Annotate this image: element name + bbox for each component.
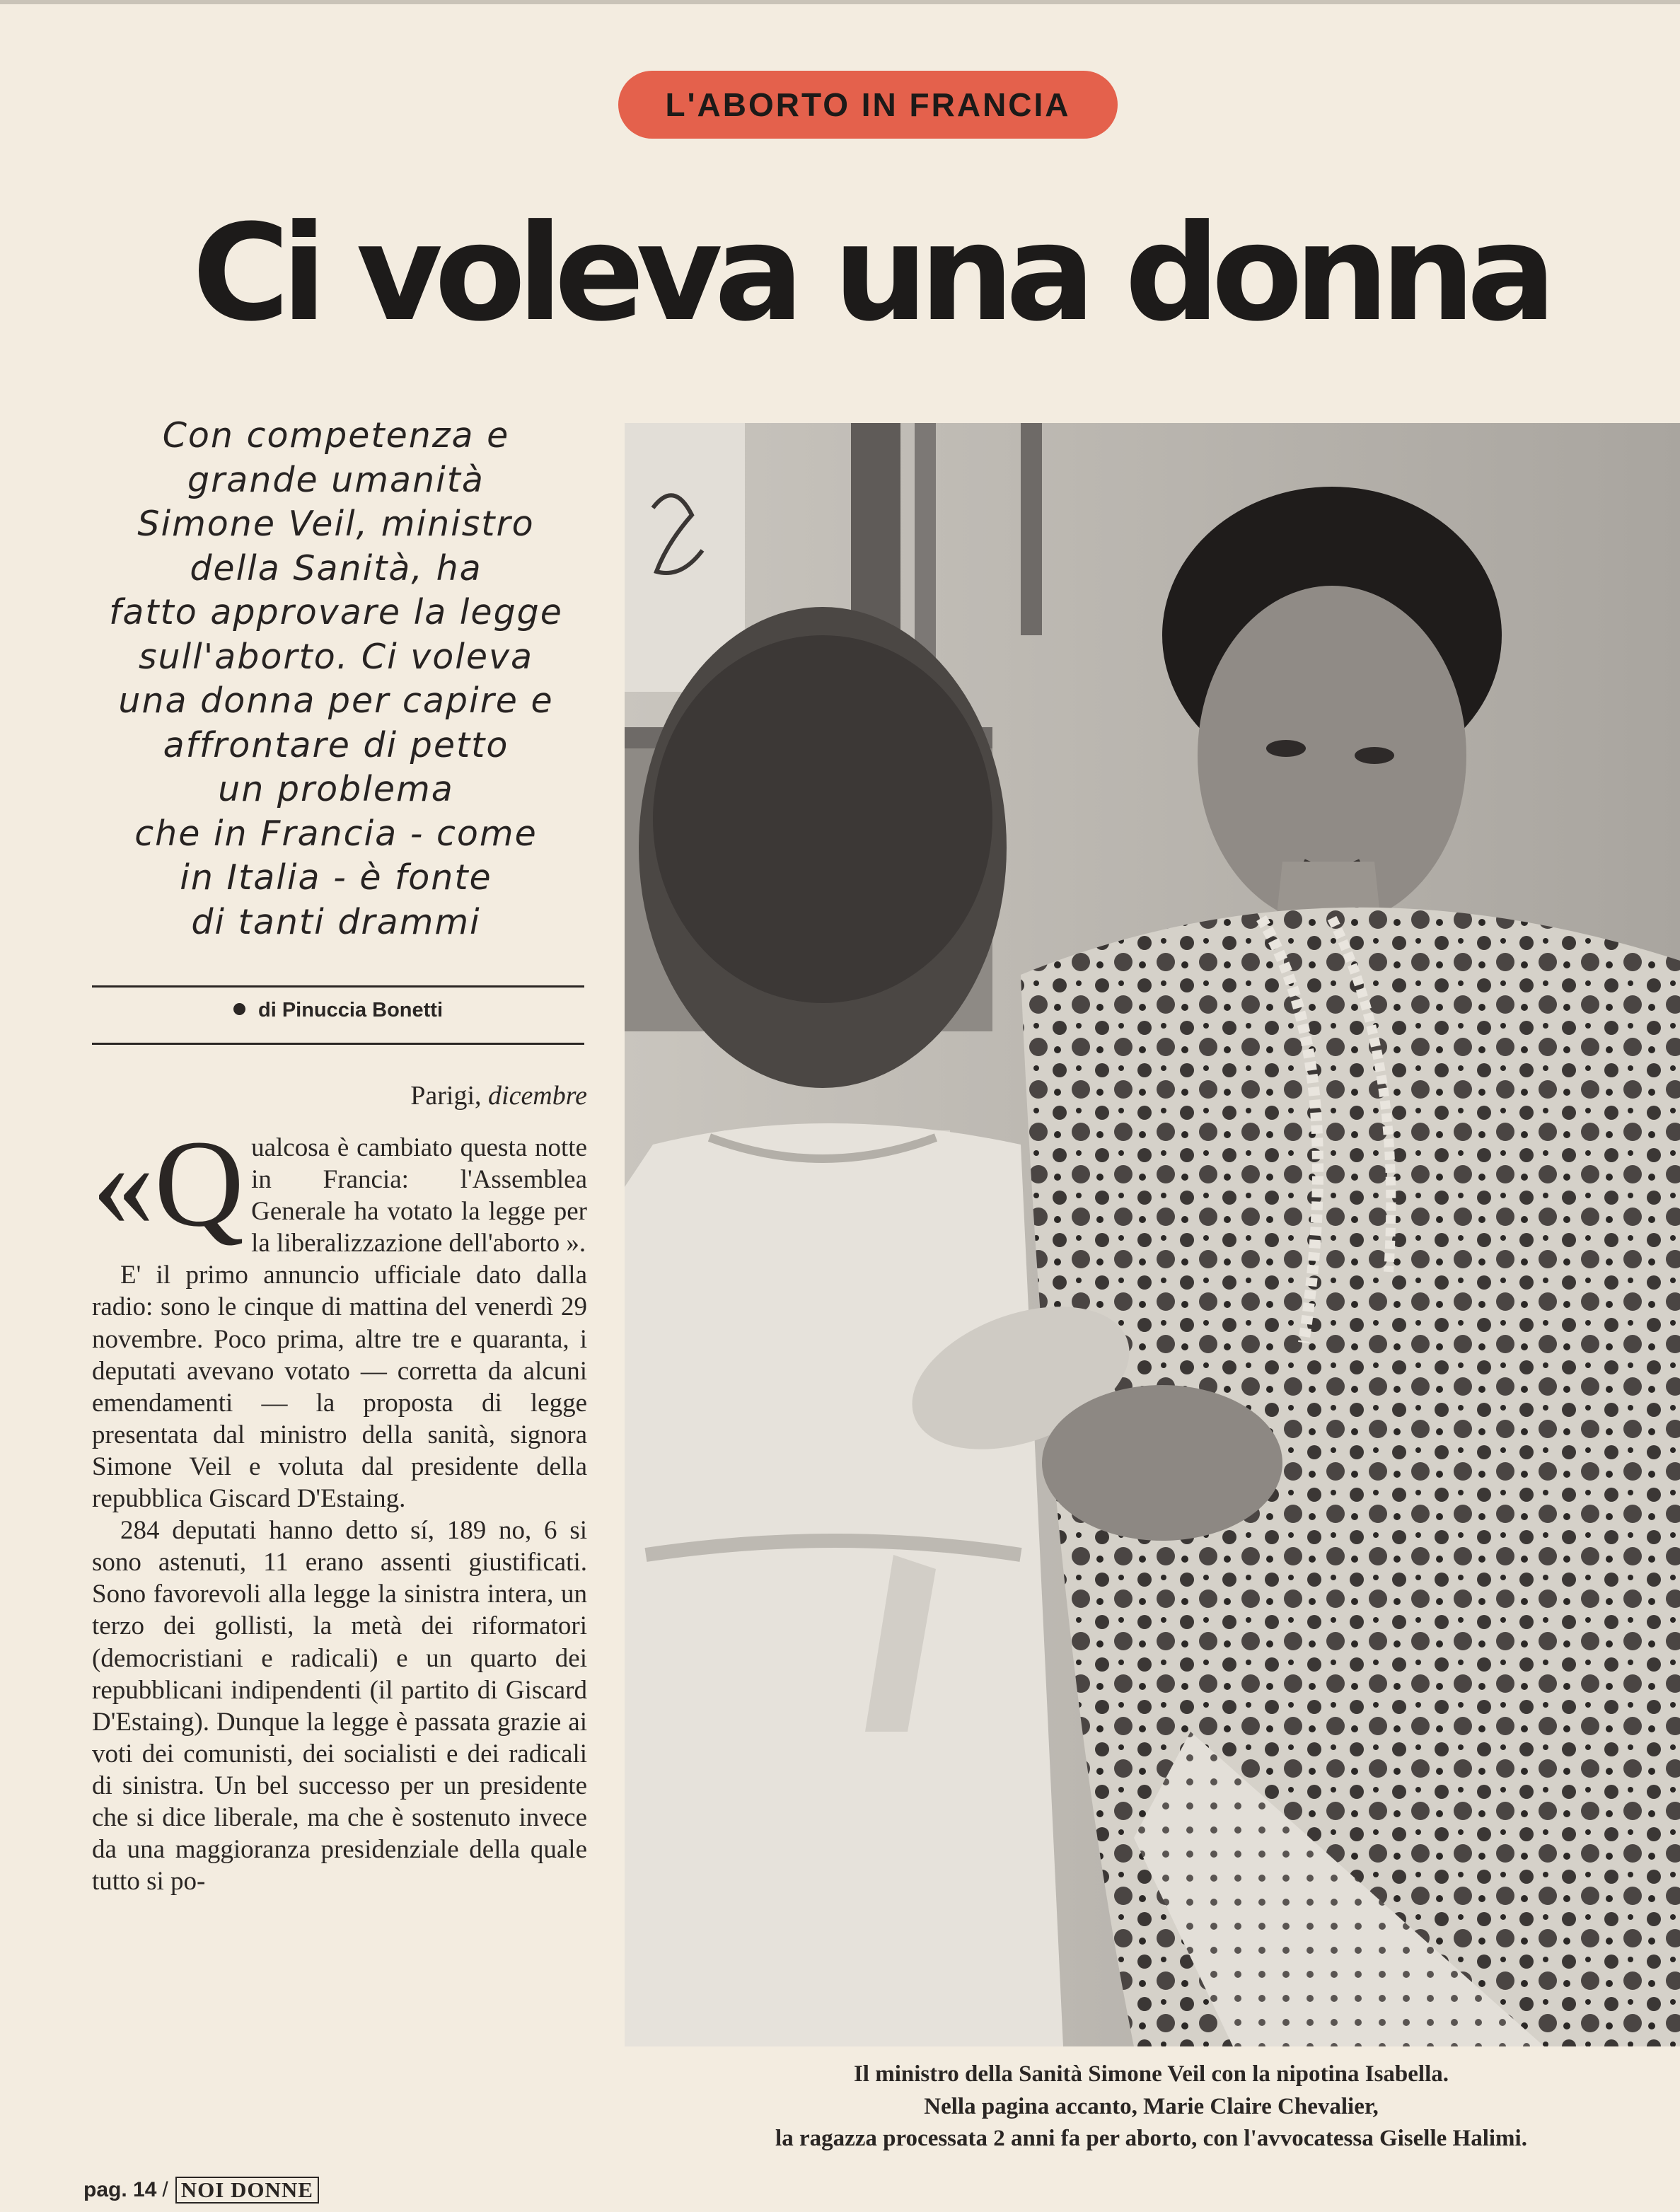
dateline xyxy=(92,1080,587,1111)
page-number: pag. 14 xyxy=(83,2178,157,2201)
article-body xyxy=(92,1115,587,1897)
dateline-city: Parigi, xyxy=(410,1081,482,1111)
drop-cap: «Q xyxy=(92,1115,245,1253)
article-paragraph-text: ualcosa è cambiato questa notte in Francia: l'Assemblea Generale ha votato la legge per la liberalizzazione dell'aborto ». xyxy=(251,1133,587,1258)
top-edge xyxy=(0,0,1680,4)
standfirst-line: un problema xyxy=(218,769,454,809)
photo-caption xyxy=(622,2058,1680,2155)
standfirst-line: di tanti drammi xyxy=(191,901,481,942)
standfirst xyxy=(85,414,587,944)
standfirst-line: sull'aborto. Ci voleva xyxy=(138,636,534,677)
footer-separator: / xyxy=(162,2178,168,2201)
article-paragraph xyxy=(92,1115,587,1259)
article-paragraph: E' il primo annuncio ufficiale dato dalla radio: sono le cinque di mattina del venerdì 29 novembre. Poco prima, altre tre e quaranta, i deputati avevano votato — corretta da alcuni emendamenti — la proposta di legge presentata dal ministro della sanità, signora Simone Veil e voluta dal presidente della repubblica Giscard D'Estaing. xyxy=(92,1261,587,1514)
magazine-name: NOI DONNE xyxy=(175,2177,319,2204)
standfirst-line: una donna per capire e xyxy=(118,681,554,721)
dateline-month: dicembre xyxy=(488,1081,587,1111)
standfirst-line: Simone Veil, ministro xyxy=(137,504,535,544)
caption-line: Il ministro della Sanità Simone Veil con la nipotina Isabella. xyxy=(853,2061,1449,2087)
photo-illustration xyxy=(625,423,1680,2046)
caption-line: Nella pagina accanto, Marie Claire Chevalier, xyxy=(924,2093,1379,2119)
caption-line: la ragazza processata 2 anni fa per aborto, con l'avvocatessa Giselle Halimi. xyxy=(775,2126,1527,2151)
page-footer xyxy=(83,2176,319,2204)
standfirst-line: grande umanità xyxy=(187,459,485,500)
standfirst-line: in Italia - è fonte xyxy=(180,857,492,898)
standfirst-line: della Sanità, ha xyxy=(190,548,482,589)
standfirst-line: Con competenza e xyxy=(162,415,510,456)
standfirst-line: fatto approvare la legge xyxy=(109,592,563,632)
section-tag xyxy=(618,71,1118,139)
section-tag-label: L'ABORTO IN FRANCIA xyxy=(665,86,1071,123)
bullet-icon xyxy=(233,1003,245,1015)
photo-simone-veil-with-granddaughter xyxy=(625,423,1680,2046)
article-paragraph: 284 deputati hanno detto sí, 189 no, 6 si sono astenuti, 11 erano assenti giustificati. Sono favorevoli alla legge la sinistra intera, un terzo dei gollisti, la metà dei riformatori (democristiani e radicali) e un quarto dei repubblicani indipendenti (il partito di Giscard D'Estaing). Dunque la legge è passata grazie ai voti dei comunisti, dei socialisti e dei radicali di sinistra. Un bel successo per un presidente che si dice liberale, ma che è sostenuto invece da una maggioranza presidenziale della quale tutto si po- xyxy=(92,1516,587,1897)
standfirst-line: affrontare di petto xyxy=(163,724,509,765)
byline-text: di Pinuccia Bonetti xyxy=(257,999,444,1021)
headline: Ci voleva una donna xyxy=(192,196,1548,351)
byline-rule-bottom xyxy=(92,1043,584,1045)
standfirst-line: che in Francia - come xyxy=(134,813,538,854)
byline xyxy=(92,999,584,1022)
byline-rule-top xyxy=(92,985,584,988)
